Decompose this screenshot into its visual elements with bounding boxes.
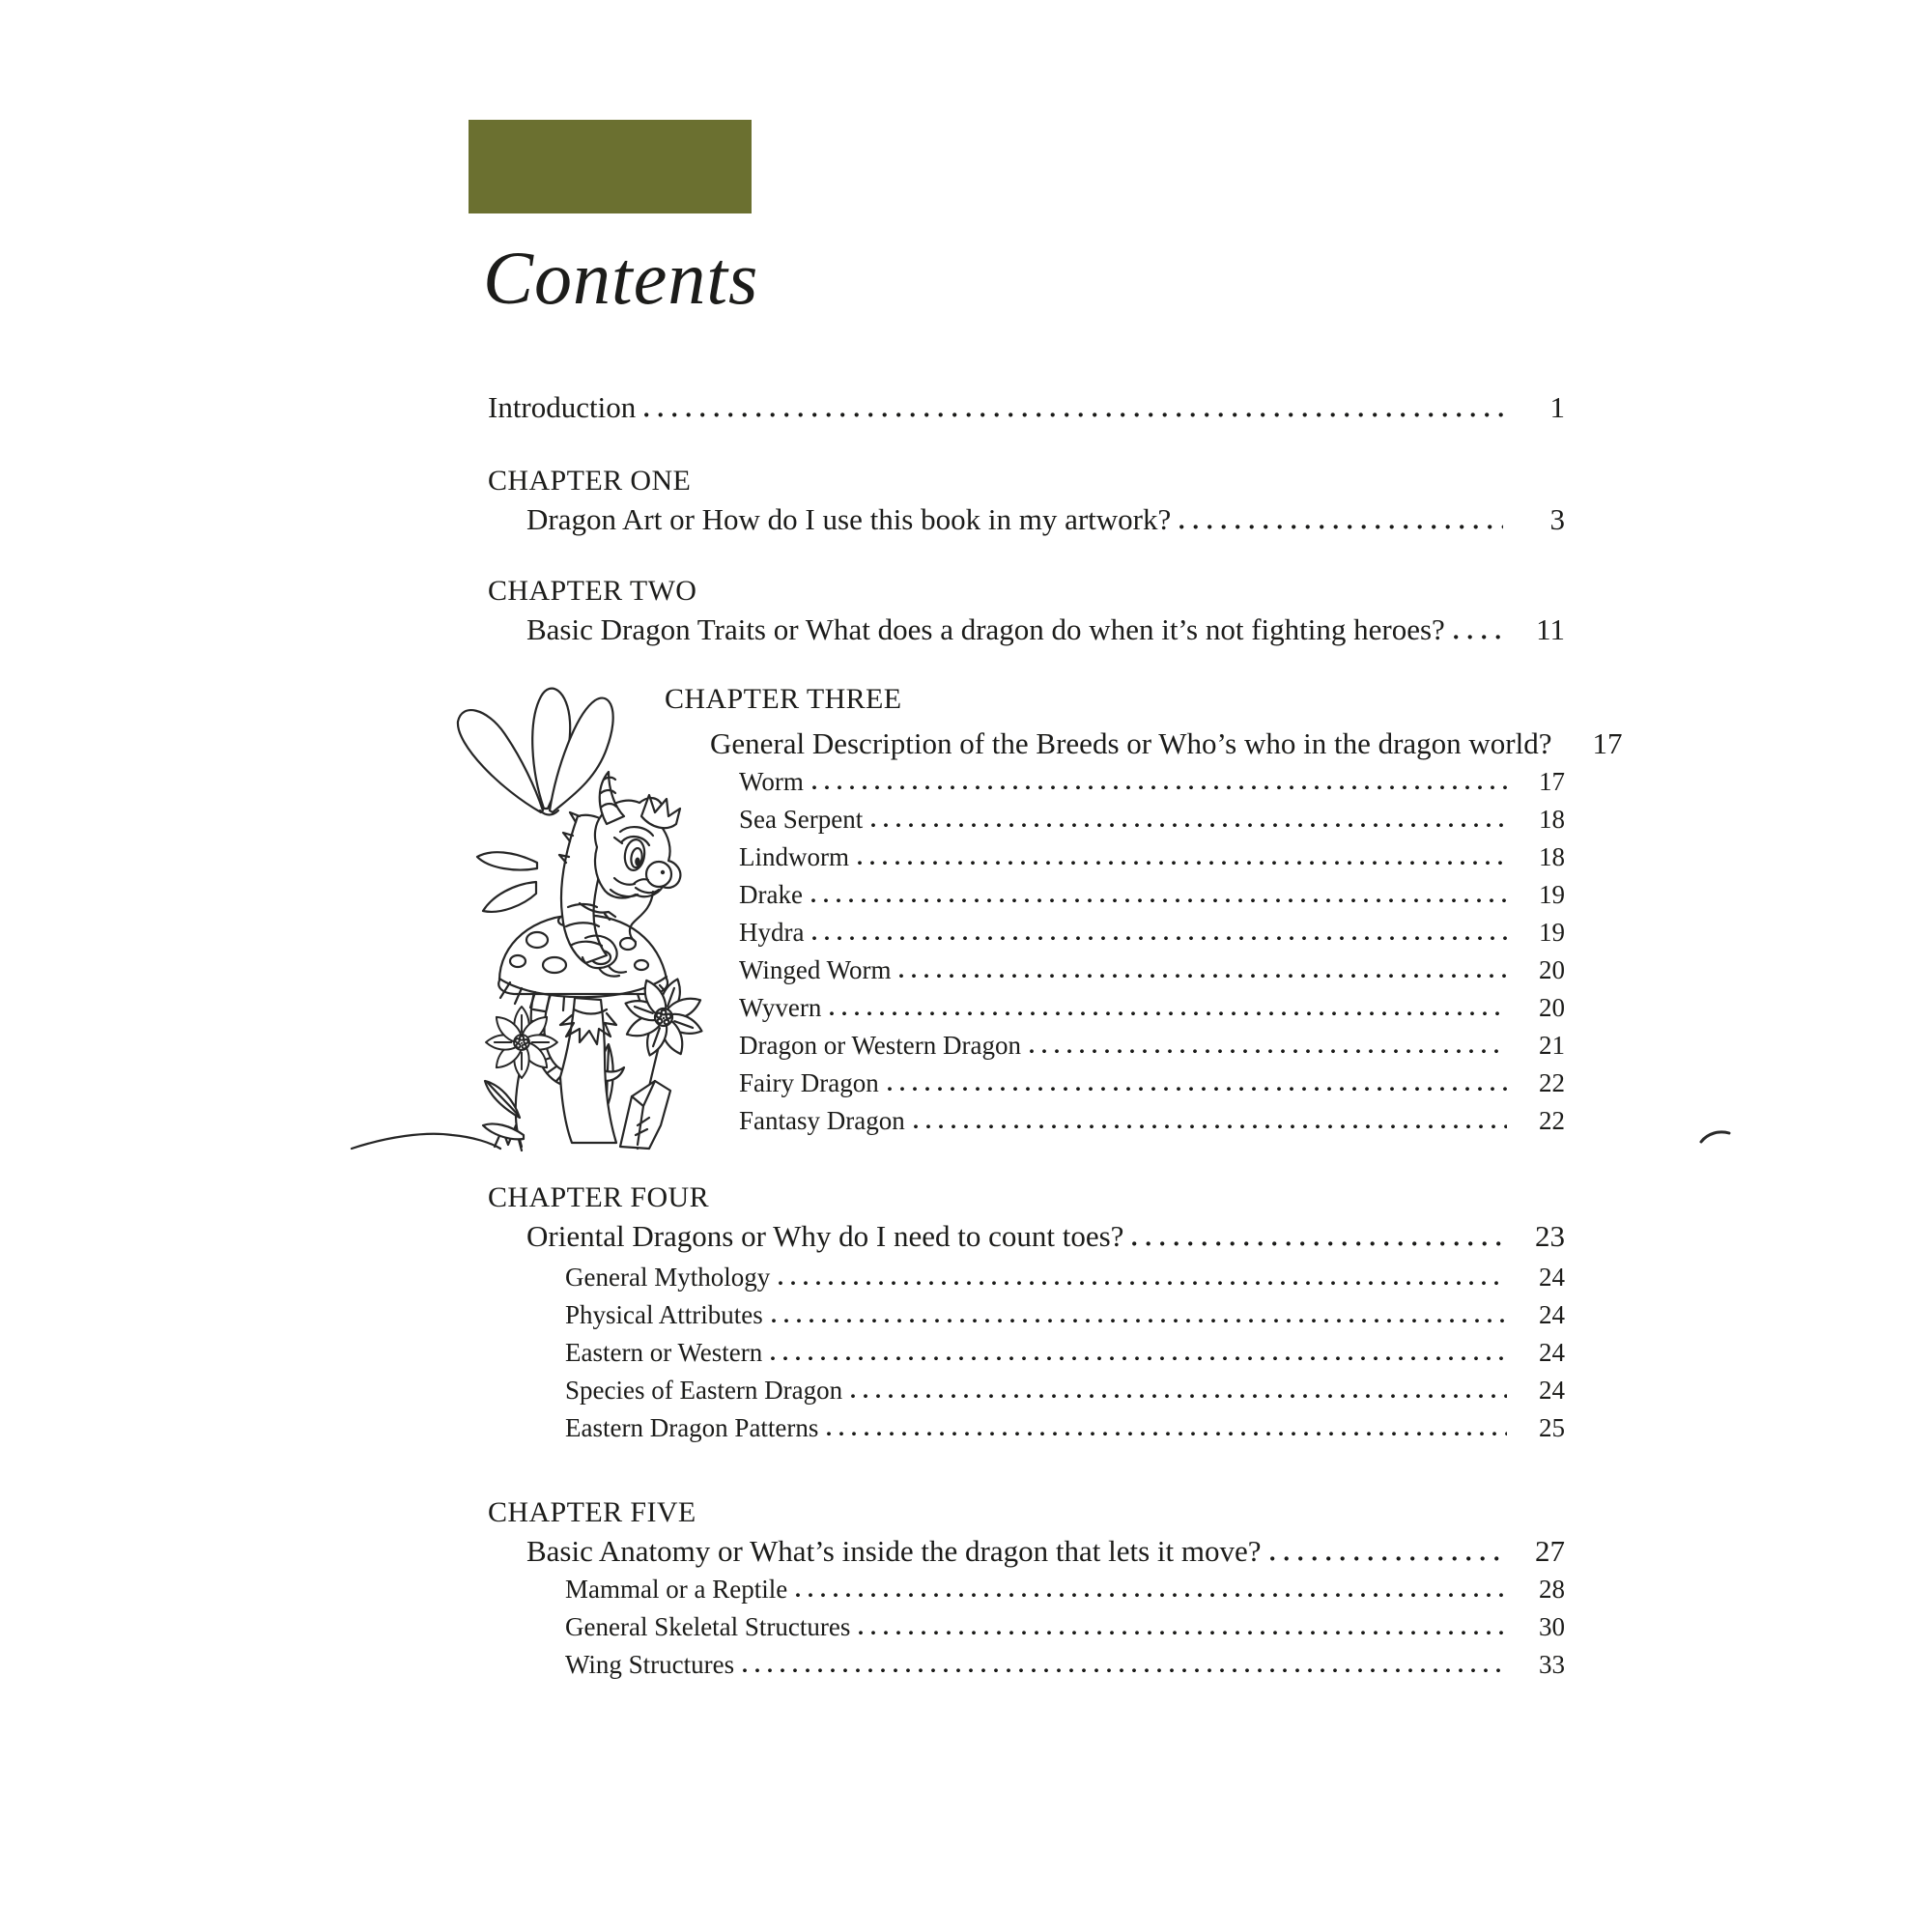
toc-entry-label: Eastern Dragon Patterns (565, 1413, 819, 1442)
dotted-leader (1270, 1555, 1504, 1561)
toc-sections (488, 462, 1623, 1684)
dotted-leader (644, 412, 1503, 417)
toc-sub-entry (565, 1334, 1565, 1372)
toc-entry-label: Sea Serpent (739, 805, 864, 834)
chapter-title-label: Basic Anatomy or What’s inside the dragon that lets it move? (526, 1534, 1262, 1568)
toc-page-number: 1 (1549, 390, 1565, 424)
dotted-leader (1179, 524, 1503, 529)
dotted-leader (830, 1010, 1507, 1016)
dotted-leader (1132, 1240, 1503, 1246)
chapter-title-label: General Description of the Breeds or Who’s who in the dragon world? (710, 726, 1552, 760)
toc-page-number: 17 (1592, 726, 1623, 760)
chapter-title-label: Oriental Dragons or Why do I need to count toes? (526, 1219, 1124, 1253)
dotted-leader (1454, 634, 1503, 639)
toc-page-number: 21 (1539, 1031, 1565, 1060)
chapter-title-row (488, 1532, 1565, 1571)
chapter-title-row (488, 1217, 1565, 1256)
toc-entry-label: Fairy Dragon (739, 1068, 879, 1097)
table-of-contents (488, 388, 1623, 1684)
toc-sub-entry (739, 801, 1565, 838)
toc-page-number: 19 (1539, 918, 1565, 947)
toc-sub-entry (565, 1646, 1565, 1684)
chapter-title-label: Basic Dragon Traits or What does a dragon do when it’s not fighting heroes? (526, 612, 1445, 646)
toc-entry-label: General Skeletal Structures (565, 1612, 851, 1641)
toc-entry-label: Eastern or Western (565, 1338, 763, 1367)
toc-page-number: 18 (1539, 842, 1565, 871)
toc-section-3 (665, 680, 1623, 1140)
dotted-leader (888, 1086, 1507, 1092)
dotted-leader (859, 1630, 1507, 1635)
chapter-title-label: Dragon Art or How do I use this book in my artwork? (526, 502, 1172, 536)
dotted-leader (796, 1592, 1507, 1598)
dotted-leader (771, 1355, 1507, 1361)
toc-entry-label: Wing Structures (565, 1650, 735, 1679)
toc-sub-entry (739, 1102, 1565, 1140)
dotted-leader (743, 1667, 1507, 1673)
chapter-title-row (488, 611, 1565, 649)
toc-entry-label: Dragon or Western Dragon (739, 1031, 1021, 1060)
toc-entry-label: Drake (739, 880, 803, 909)
toc-page-number: 22 (1539, 1106, 1565, 1135)
dotted-leader (858, 860, 1507, 866)
toc-section-2 (488, 572, 1565, 649)
toc-page-number: 19 (1539, 880, 1565, 909)
stray-ink-mark (1698, 1124, 1733, 1148)
toc-page-number: 27 (1535, 1534, 1565, 1568)
toc-sub-entry (565, 1372, 1565, 1409)
toc-entry-label: Mammal or a Reptile (565, 1575, 788, 1604)
dotted-leader (811, 897, 1507, 903)
sub-entry-list (565, 1571, 1565, 1684)
toc-page-number: 17 (1539, 767, 1565, 796)
chapter-heading: CHAPTER TWO (488, 575, 697, 607)
toc-page-number: 24 (1539, 1263, 1565, 1292)
toc-page-number: 11 (1536, 612, 1565, 646)
page-title: Contents (483, 236, 759, 320)
toc-entry-label: Lindworm (739, 842, 849, 871)
dotted-leader (812, 935, 1507, 941)
toc-page-number: 20 (1539, 993, 1565, 1022)
toc-sub-entry (739, 914, 1565, 952)
sub-entry-list (739, 763, 1565, 1140)
dotted-leader (1030, 1048, 1507, 1054)
toc-page-number: 3 (1549, 502, 1565, 536)
accent-rect (469, 120, 752, 213)
toc-sub-entry (565, 1409, 1565, 1447)
dotted-leader (827, 1431, 1507, 1436)
toc-page-number: 24 (1539, 1300, 1565, 1329)
toc-sub-entry (565, 1571, 1565, 1608)
dotted-leader (871, 822, 1507, 828)
dotted-leader (914, 1123, 1507, 1129)
toc-entry-label: Fantasy Dragon (739, 1106, 905, 1135)
chapter-heading: CHAPTER ONE (488, 465, 692, 497)
chapter-heading: CHAPTER FOUR (488, 1181, 710, 1213)
toc-sub-entry (739, 876, 1565, 914)
toc-sub-entry (565, 1608, 1565, 1646)
toc-sub-entry (739, 763, 1565, 801)
toc-entry-label: Species of Eastern Dragon (565, 1376, 843, 1405)
toc-entry-label: Introduction (488, 390, 637, 424)
sub-entry-list (565, 1259, 1565, 1447)
chapter-heading: CHAPTER FIVE (488, 1496, 696, 1528)
toc-entry-label: Hydra (739, 918, 805, 947)
toc-page-number: 28 (1539, 1575, 1565, 1604)
toc-entry-label: Worm (739, 767, 804, 796)
toc-page-number: 24 (1539, 1376, 1565, 1405)
toc-section-1 (488, 462, 1565, 539)
toc-sub-entry (565, 1296, 1565, 1334)
toc-sub-entry (739, 1027, 1565, 1065)
toc-page-number: 23 (1535, 1219, 1565, 1253)
toc-sub-entry (739, 952, 1565, 989)
toc-page-number: 25 (1539, 1413, 1565, 1442)
toc-sub-entry (565, 1259, 1565, 1296)
toc-page-number: 22 (1539, 1068, 1565, 1097)
toc-page-number: 30 (1539, 1612, 1565, 1641)
toc-entry-label: Physical Attributes (565, 1300, 763, 1329)
toc-sub-entry (739, 989, 1565, 1027)
dotted-leader (772, 1318, 1507, 1323)
toc-sub-entry (739, 1065, 1565, 1102)
toc-sub-entry (739, 838, 1565, 876)
toc-entry-label: Wyvern (739, 993, 822, 1022)
dotted-leader (899, 973, 1507, 979)
dotted-leader (851, 1393, 1507, 1399)
chapter-title-row (488, 500, 1565, 539)
toc-entry-label: General Mythology (565, 1263, 771, 1292)
toc-section-5 (488, 1493, 1565, 1684)
toc-entry-introduction (488, 388, 1565, 427)
dotted-leader (779, 1280, 1507, 1286)
ground-line (352, 1134, 500, 1149)
chapter-heading: CHAPTER THREE (665, 683, 902, 715)
toc-page-number: 18 (1539, 805, 1565, 834)
toc-page-number: 33 (1539, 1650, 1565, 1679)
toc-entry-label: Winged Worm (739, 955, 892, 984)
chapter-title-row (665, 724, 1623, 763)
dotted-leader (812, 784, 1507, 790)
toc-page-number: 24 (1539, 1338, 1565, 1367)
toc-page-number: 20 (1539, 955, 1565, 984)
toc-section-4 (488, 1179, 1565, 1447)
